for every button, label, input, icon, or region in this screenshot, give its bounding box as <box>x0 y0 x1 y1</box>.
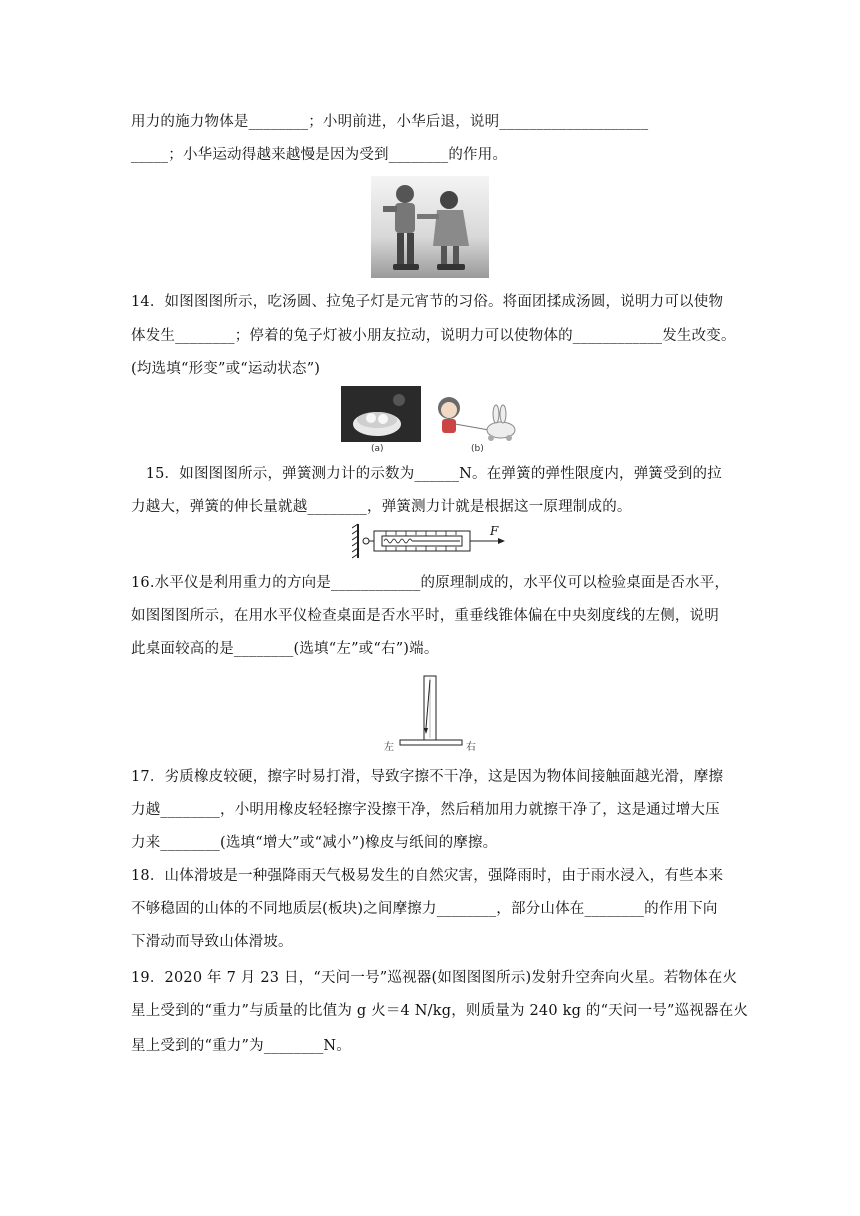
question-18-line-3: 下滑动而导致山体滑坡。 <box>131 934 293 950</box>
question-14-line-2: 体发生________；停着的兔子灯被小朋友拉动，说明力可以使物体的____________发生改变。 <box>131 328 736 344</box>
lantern-tangyuan-figure <box>341 386 521 456</box>
text-line: 用力的施力物体是________；小明前进，小华后退，说明____________________ <box>131 114 649 130</box>
question-19-line-3: 星上受到的“重力”为________N。 <box>131 1038 352 1054</box>
spring-scale-figure <box>352 522 508 560</box>
question-19-line-1: 19．2020 年 7 月 23 日，“天问一号”巡视器(如图图图所示)发射升空奔向火星。若物体在火 <box>131 970 738 986</box>
left-label: 左 <box>384 742 394 753</box>
level-instrument-figure <box>380 672 480 756</box>
question-19-line-2: 星上受到的“重力”与质量的比值为 g 火＝4 N/kg，则质量为 240 kg 的“天问一号”巡视器在火 <box>131 1003 749 1019</box>
right-label: 右 <box>466 742 476 753</box>
question-14-line-3: (均选填“形变”或“运动状态”) <box>131 361 321 377</box>
force-label: F <box>490 524 499 538</box>
question-16-line-3: 此桌面较高的是________(选填“左”或“右”)端。 <box>131 641 439 657</box>
figure-label-b: (b) <box>471 444 484 454</box>
question-16-line-2: 如图图图所示，在用水平仪检查桌面是否水平时，重垂线锥体偏在中央刻度线的左侧，说明 <box>131 608 719 624</box>
question-15-line-1: 15．如图图图所示，弹簧测力计的示数为______N。在弹簧的弹性限度内，弹簧受到的拉 <box>131 466 722 482</box>
figure-label-a: (a) <box>371 444 384 454</box>
question-18-line-2: 不够稳固的山体的不同地质层(板块)之间摩擦力________，部分山体在________的作用下向 <box>131 901 718 917</box>
question-14-line-1: 14．如图图图所示，吃汤圆、拉兔子灯是元宵节的习俗。将面团揉成汤圆，说明力可以使物 <box>131 294 724 310</box>
question-17-line-2: 力越________，小明用橡皮轻轻擦字没擦干净，然后稍加用力就擦干净了，这是通过增大压 <box>131 802 720 818</box>
text-line: _____；小华运动得越来越慢是因为受到________的作用。 <box>131 147 508 163</box>
question-17-line-3: 力来________(选填“增大”或“减小”)橡皮与纸间的摩擦。 <box>131 835 498 851</box>
skating-children-figure <box>371 176 489 278</box>
question-17-line-1: 17．劣质橡皮较硬，擦字时易打滑，导致字擦不干净，这是因为物体间接触面越光滑，摩擦 <box>131 769 724 785</box>
question-15-line-2: 力越大，弹簧的伸长量就越________，弹簧测力计就是根据这一原理制成的。 <box>131 499 632 515</box>
question-18-line-1: 18．山体滑坡是一种强降雨天气极易发生的自然灾害，强降雨时，由于雨水浸入，有些本来 <box>131 868 724 884</box>
question-16-line-1: 16.水平仪是利用重力的方向是____________的原理制成的，水平仪可以检验桌面是否水平， <box>131 575 730 591</box>
